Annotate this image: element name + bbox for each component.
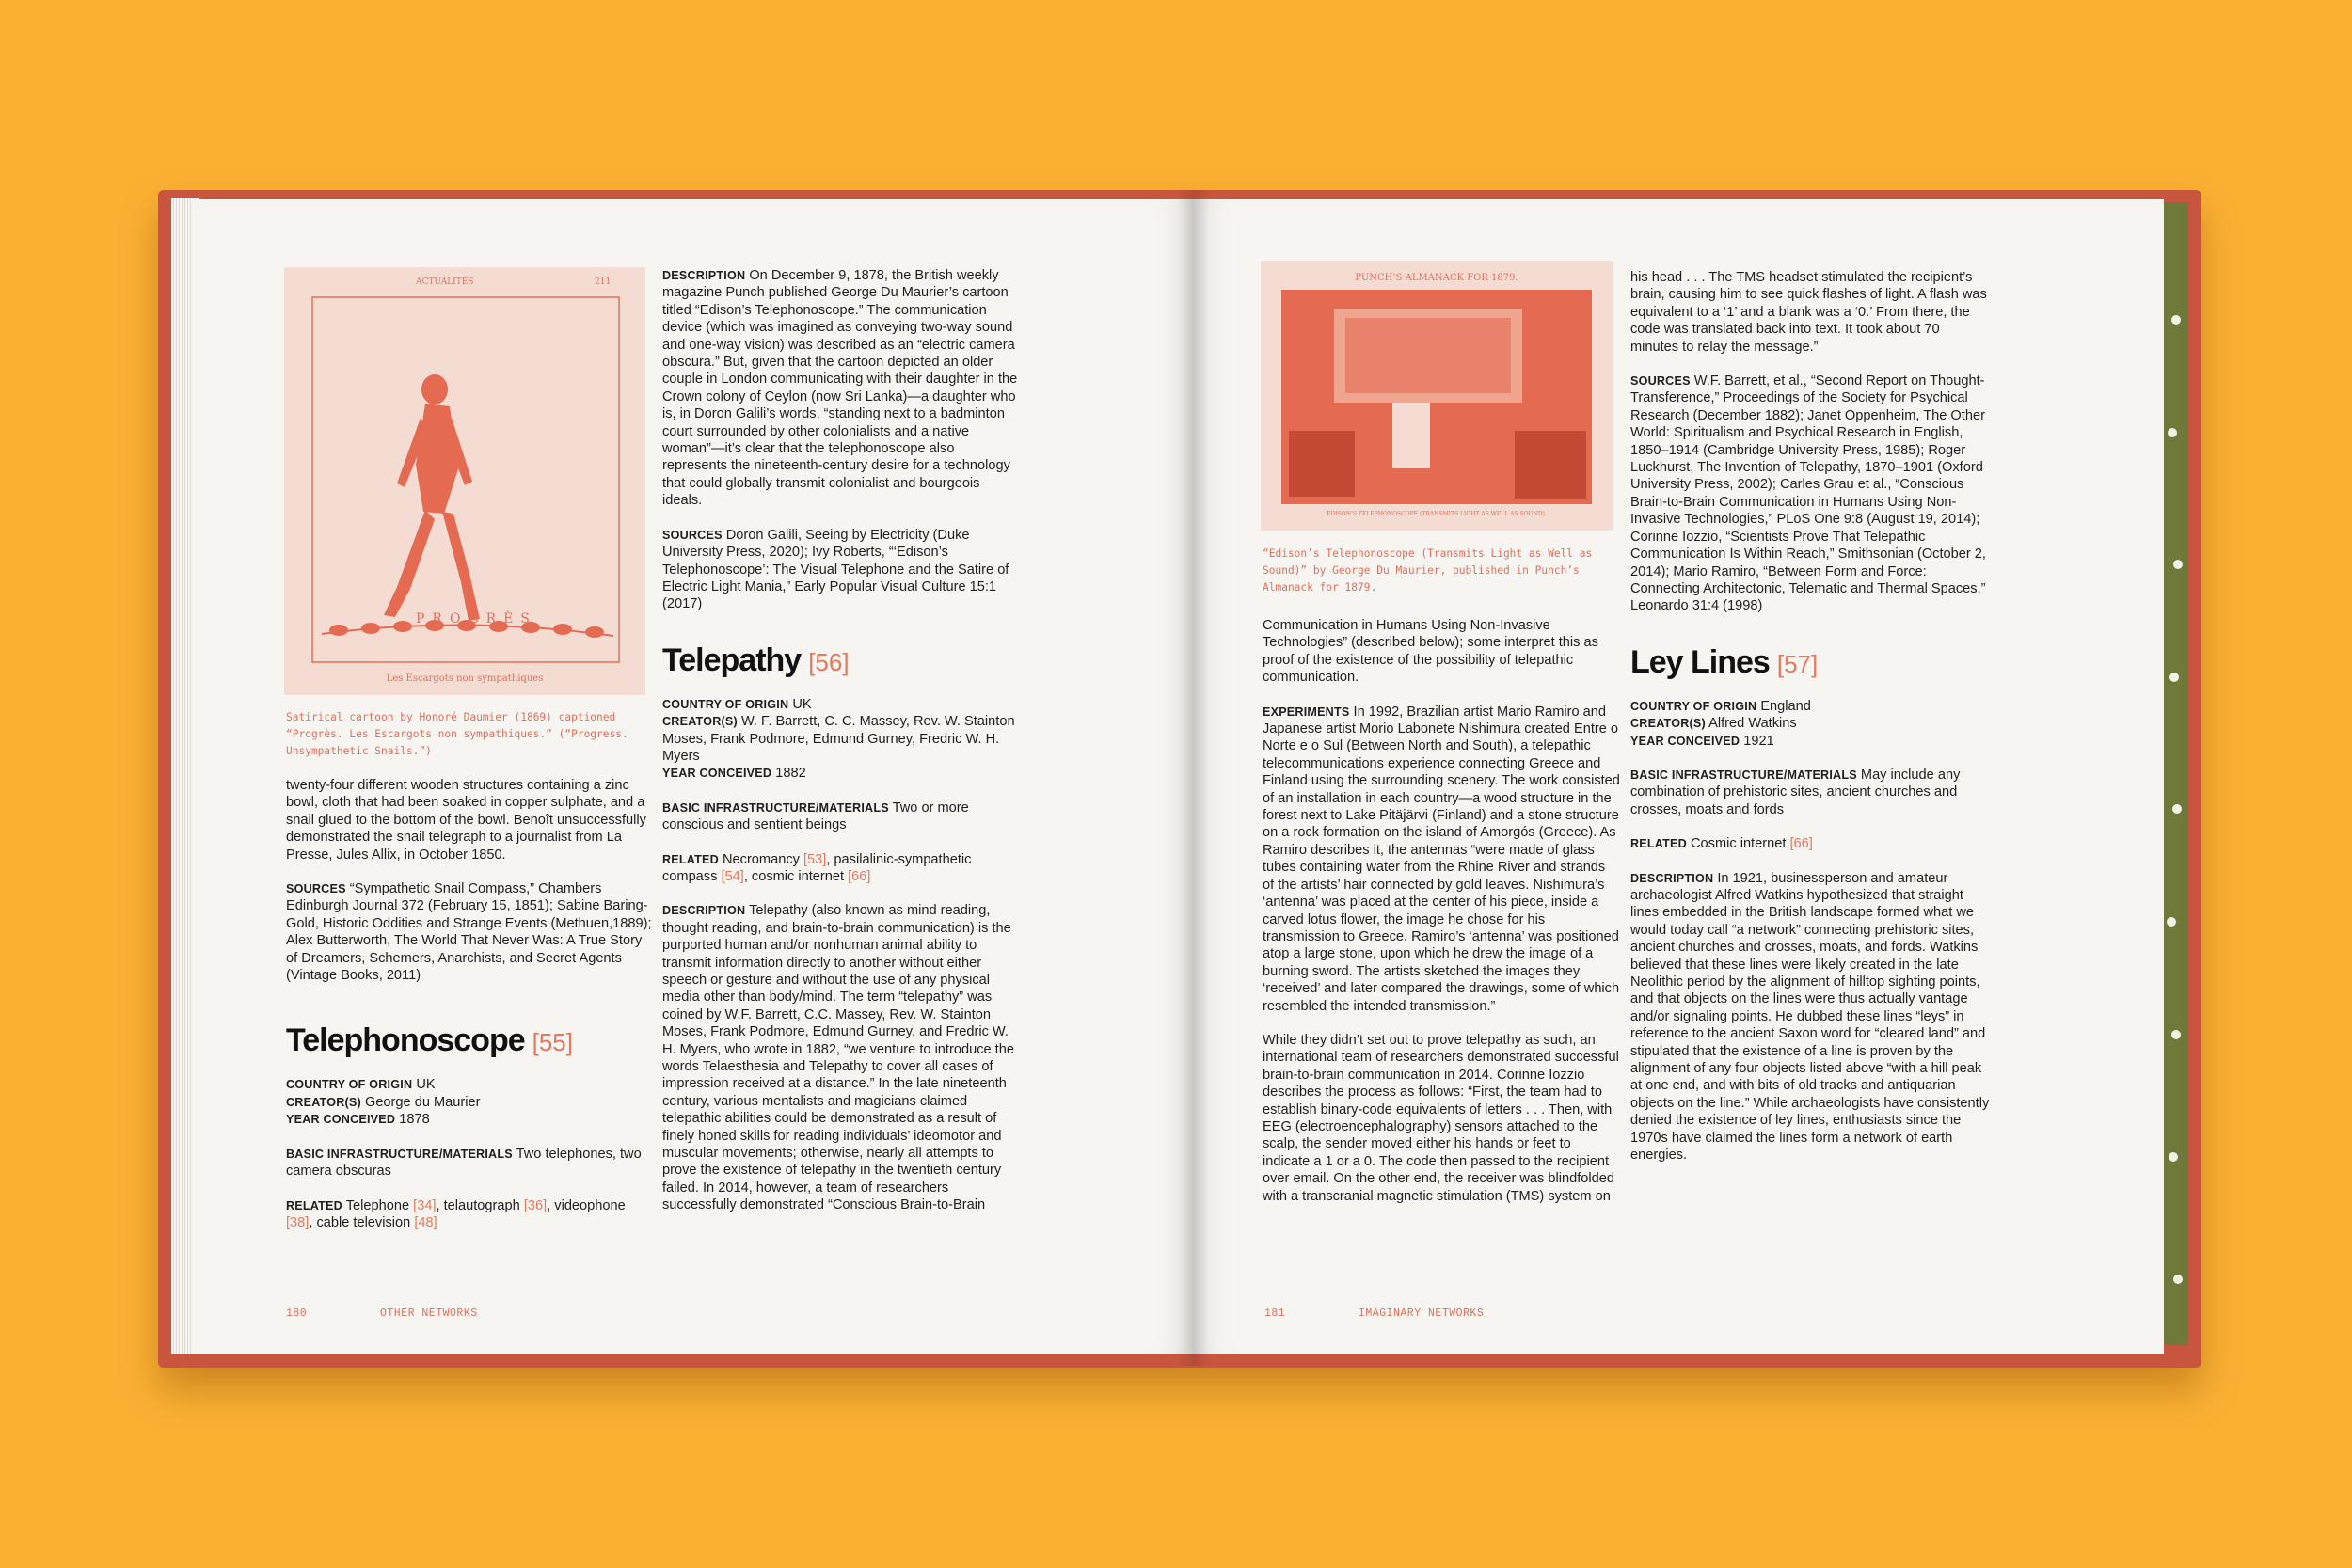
left-column-1 [286, 777, 655, 1248]
related-ref[interactable]: [53] [803, 851, 827, 867]
telepathy-continuation: Communication in Humans Using Non-Invasive Technologies” (described below); some interpret this as proof of the existence of the possibility of telepathic communication. [1263, 618, 1598, 686]
cartoon-caption-text: Les Escargots non sympathiques [386, 673, 544, 684]
left-section-title: OTHER NETWORKS [380, 1307, 478, 1320]
left-page-number: 180 [286, 1307, 308, 1320]
creators-label: CREATOR(S) [286, 1095, 361, 1109]
related-item: Cosmic internet [1691, 836, 1787, 852]
telepathy-para2: While they didn’t set out to prove telepathy as such, an international team of researchers demonstrated successful brain-to-brain communication in 2014. Corinne Iozzio describes the process as follows: “First, the team had to establish binary-code equivalents of letters . . . Then, with EEG (electroencephalography) sensors attached to the scalp, the sender moved either his hands or feet to indicate a 1 or a 0. The code then passed to the recipient over email. On the other end, the receiver was blindfolded with a transcranial magnetic stimulation (TMS) system on [1263, 1032, 1619, 1204]
cartoon-header-left: ACTUALITÉS [416, 277, 474, 287]
snail-continuation: twenty-four different wooden structures containing a zinc bowl, cloth that had been soaked in copper sulphate, and a snail glued to the bottom of the bowl. Benoît unsuccessfully demonstrated the snail telegraph to a journalist from La Presse, Jules Allix, in October 1850. [286, 778, 646, 863]
entry-title-telepathy [662, 641, 1020, 681]
entry-meta [662, 696, 1020, 783]
right-page-number: 181 [1264, 1307, 1286, 1320]
telepathy-experiments [1263, 704, 1620, 1015]
telephonoscope-description [662, 267, 1020, 510]
related-ref[interactable]: [48] [414, 1214, 437, 1230]
description-text: In 1921, businessperson and amateur archaeologist Alfred Watkins hypothesized that straight lines embedded in the British landscape formed what we would today call “a network” connecting prehistoric sites, ancient churches and crosses, moats, and fords. Watkins believed that these lines were likely created in the late Neolithic period by the alignment of hilltop sighting points, and that objects on the lines were thus actually vantage and/or signaling points. He dubbed these lines “leys” in reference to the ancient Saxon word for “cleared land” and stipulated that the existence of a line is proven by the alignment of any four objects listed above “with a hill peak at one end, and with bits of old tracks and antiquarian objects on the line.” While archaeologists have consistently denied the existence of ley lines, enthusiasts since the 1970s have claimed the lines form a network of earth energies. [1630, 870, 1990, 1164]
country-label: COUNTRY OF ORIGIN [286, 1078, 413, 1092]
entry-number: [57] [1776, 649, 1819, 678]
country-value: UK [416, 1077, 436, 1093]
entry-meta [1630, 698, 1990, 750]
creators-value: George du Maurier [364, 1094, 481, 1110]
year-value: 1882 [775, 766, 806, 782]
entry-infra [662, 800, 1020, 834]
snail-sources [286, 880, 655, 984]
right-column-2 [1630, 269, 1990, 1180]
sources-label: SOURCES [1630, 374, 1691, 388]
related-item: , pasilalinic-sympathetic compass [662, 851, 972, 884]
left-column-2 [662, 267, 1020, 1231]
telephonoscope-sources [662, 527, 1020, 613]
year-value: 1878 [399, 1112, 430, 1128]
infra-label: BASIC INFRASTRUCTURE/MATERIALS [286, 1147, 513, 1161]
related-ref[interactable]: [36] [523, 1197, 548, 1213]
infra-label: BASIC INFRASTRUCTURE/MATERIALS [662, 800, 889, 815]
country-value: UK [792, 696, 812, 712]
entry-meta [286, 1076, 655, 1128]
daumier-cartoon-drawing [284, 267, 645, 695]
right-section-title: IMAGINARY NETWORKS [1359, 1307, 1485, 1320]
related-label: RELATED [286, 1198, 342, 1212]
creators-value: Alfred Watkins [1708, 716, 1797, 732]
year-label: YEAR CONCEIVED [286, 1113, 396, 1127]
creators-label: CREATOR(S) [662, 715, 738, 729]
country-value: England [1760, 698, 1811, 714]
infra-value: Two telephones, two camera obscuras [286, 1146, 642, 1180]
year-value: 1921 [1743, 733, 1774, 749]
entry-related [662, 851, 1020, 886]
related-ref[interactable]: [66] [1789, 836, 1813, 852]
daumier-caption: Satirical cartoon by Honoré Daumier (1869) captioned “Progrès. Les Escargots non sympathiques.” (“Progress. Unsympathetic Snails.”) [286, 711, 628, 757]
related-ref[interactable]: [66] [848, 868, 871, 884]
related-ref[interactable]: [34] [413, 1197, 437, 1213]
entry-number: [56] [808, 647, 850, 676]
entry-title: Telephonoscope [286, 1022, 525, 1059]
creators-value: W. F. Barrett, C. C. Massey, Rev. W. Stainton Moses, Frank Podmore, Edmund Gurney, Fredric W. H. Myers [662, 714, 1015, 764]
description-label: DESCRIPTION [662, 904, 746, 918]
entry-infra [286, 1146, 655, 1180]
punch-header: PUNCH’S ALMANACK FOR 1879. [1355, 273, 1518, 283]
experiments-text: In 1992, Brazilian artist Mario Ramiro and Japanese artist Morio Labonete Nishimura created Entre o Norte e o Sul (Between North and South), a telepathic telecommunications experience connecting Greece and Finland using the surrounding scenery. The work consisted of an installation in each country—a wood structure in the forest next to Lake Pitäjärvi (Finland) and a stone structure on a rock formation on the island of Amorgós (Greece). As Ramiro describes it, the antennas “were made of glass tubes containing water from the Rhine River and strands of the artists’ hair connected by gold leaves. Nishimura’s ‘antenna’ was placed at the center of his piece, inside a carved lotus flower, the image he chose for his transmission to Greece. Ramiro’s ‘antenna’ was positioned atop a large stone, upon which he drew the image of a burning sword. The artists sketched the images they ‘received’ and later compared the drawings, some of which resembled the intended transmission.” [1263, 704, 1620, 1014]
punch-cartoon-image [1261, 261, 1613, 531]
related-item: Necromancy [723, 851, 800, 867]
entry-title-telephonoscope [286, 1022, 655, 1061]
country-label: COUNTRY OF ORIGIN [662, 697, 789, 711]
infra-value: Two or more conscious and sentient beings [662, 800, 969, 833]
sources-text: W.F. Barrett, et al., “Second Report on Thought-Transference,” Proceedings of the Society for Psychical Research (December 1882); Janet Oppenheim, The Other World: Spiritualism and Psychical Research in English, 1850–1914 (Cambridge University Press, 1985); Roger Luckhurst, The Invention of Telepathy, 1870–1901 (Oxford University Press, 2002); Carles Grau et al., “Conscious Brain-to-Brain Communication in Humans Using Non-Invasive Technologies,” PLoS One 9:8 (August 19, 2014); Corinne Iozzio, “Scientists Prove That Telepathic Communication Is Within Reach,” Smithsonian (October 2, 2014); Mario Ramiro, “Between Form and Force: Connecting Architectonic, Telematic and Thermal Spaces,” Leonardo 31:4 (1998) [1630, 373, 1986, 614]
description-text: Telepathy (also known as mind reading, thought reading, and brain-to-brain communication) is the purported human and/or nonhuman animal ability to transmit information directly to another without either speech or gesture and without the use of any physical media other than body/mind. The term “telepathy” was coined by W.F. Barrett, C.C. Massey, Rev. W. Stainton Moses, Frank Podmore, Edmund Gurney, and Fredric W. H. Myers, who wrote in 1882, “we venture to introduce the words Telaesthesia and Telepathy to cover all cases of impression received at a distance.” In the late nineteenth century, various mentalists and magicians claimed telepathic abilities could be demonstrated as a result of finely honed skills for reading individuals’ ideomotor and muscular movements; otherwise, nearly all attempts to prove the existence of telepathy in the twentieth century failed. In 2014, however, a team of researchers successfully demonstrated “Conscious Brain-to-Brain [662, 903, 1014, 1213]
related-item: , videophone [547, 1197, 626, 1213]
telepathy-continuation-2: his head . . . The TMS headset stimulated the recipient’s brain, causing him to see quick flashes of light. A flash was equivalent to a ‘1’ and a blank was a ‘0.’ From there, the code was translated back into text. It took about 70 minutes to relay the message.” [1630, 270, 1987, 355]
daumier-cartoon-image [284, 267, 645, 695]
related-item: , telautograph [436, 1197, 520, 1213]
related-item: , cable television [309, 1214, 411, 1230]
entry-title: Ley Lines [1630, 643, 1770, 680]
book-gutter [1178, 190, 1210, 1366]
country-label: COUNTRY OF ORIGIN [1630, 699, 1757, 713]
sources-label: SOURCES [662, 528, 723, 542]
description-text: On December 9, 1878, the British weekly magazine Punch published George Du Maurier’s cartoon titled “Edison’s Telephonoscope.” The communication device (which was imagined as conveying two-way sound and one-way vision) was described as an “electric camera obscura.” But, given that the cartoon depicted an older couple in London communicating with their daughter in the Crown colony of Ceylon (now Sri Lanka)—a daughter who is, in Doron Galili’s words, “standing next to a badminton court surrounded by other colonialists and a native woman”—it’s clear that the telephonoscope also represents the nineteenth-century desire for a technology that could globally transmit colonialist and bourgeois ideals. [662, 268, 1018, 509]
telepathy-sources [1630, 372, 1990, 615]
description-label: DESCRIPTION [662, 269, 746, 282]
endpaper-edge [2164, 202, 2188, 1345]
entry-title: Telepathy [662, 641, 802, 678]
sources-text: Doron Galili, Seeing by Electricity (Duke University Press, 2020); Ivy Roberts, “‘Edison’s Telephonoscope’: The Visual Telephone and the Satire of Electric Light Mania,” Early Popular Visual Culture 15:1 (2017) [662, 527, 1009, 612]
entry-infra [1630, 767, 1990, 818]
related-label: RELATED [1630, 837, 1687, 851]
cartoon-header-right: 211 [595, 277, 612, 287]
punch-caption: “Edison’s Telephonoscope (Transmits Light as Well as Sound)” by George Du Maurier, published in Punch’s Almanack for 1879. [1263, 547, 1593, 594]
creators-label: CREATOR(S) [1630, 717, 1706, 731]
related-item: Telephone [345, 1197, 410, 1213]
telepathy-description [662, 902, 1020, 1213]
right-column-1 [1263, 617, 1620, 1222]
sources-text: “Sympathetic Snail Compass,” Chambers Edinburgh Journal 372 (February 15, 1851); Sabine Baring-Gold, Historic Oddities and Strange Events (Methuen,1889); Alex Butterworth, The World That Never Was: A True Story of Dreamers, Schemers, Anarchists, and Secret Agents (Vintage Books, 2011) [286, 881, 652, 984]
related-label: RELATED [662, 852, 719, 866]
experiments-label: EXPERIMENTS [1263, 705, 1350, 719]
year-label: YEAR CONCEIVED [1630, 734, 1740, 748]
ley-lines-description [1630, 870, 1990, 1164]
year-label: YEAR CONCEIVED [662, 767, 772, 781]
entry-title-ley-lines [1630, 643, 1990, 683]
infra-label: BASIC INFRASTRUCTURE/MATERIALS [1630, 768, 1857, 782]
entry-number: [55] [532, 1028, 573, 1057]
entry-related [1630, 835, 1990, 852]
infra-value: May include any combination of prehistoric sites, ancient churches and crosses, moats and fords [1630, 767, 1961, 817]
related-ref[interactable]: [38] [286, 1214, 310, 1230]
entry-related [286, 1197, 655, 1232]
punch-cartoon-drawing [1261, 261, 1613, 531]
punch-caption-text: EDISON’S TELEPHONOSCOPE (TRANSMITS LIGHT AS WELL AS SOUND). [1327, 511, 1547, 517]
description-label: DESCRIPTION [1630, 871, 1714, 885]
related-item: , cosmic internet [743, 868, 845, 884]
related-ref[interactable]: [54] [721, 868, 744, 884]
cartoon-word: PROGRÈS [416, 611, 537, 626]
sources-label: SOURCES [286, 882, 346, 896]
